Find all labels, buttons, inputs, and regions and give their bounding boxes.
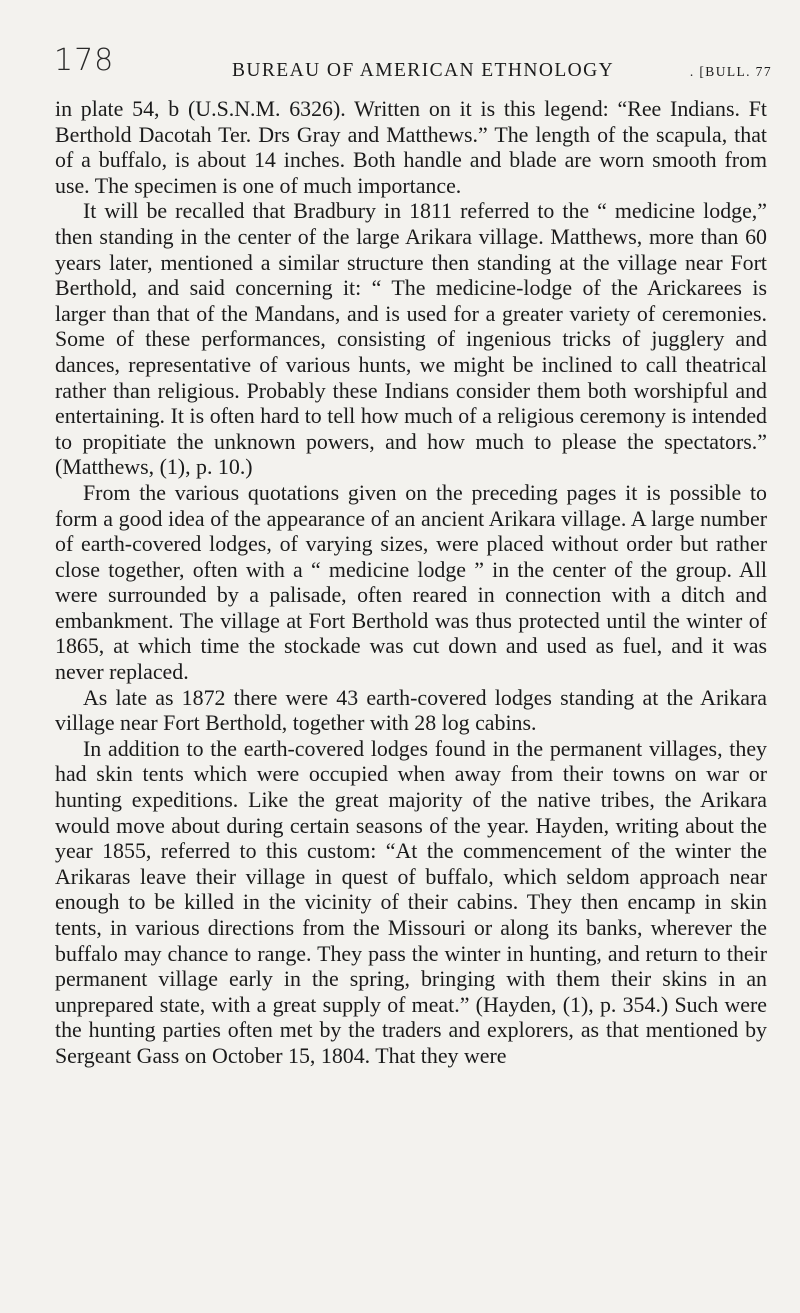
page-number: 178 — [54, 43, 115, 78]
paragraph: in plate 54, b (U.S.N.M. 6326). Written on it is this legend: “Ree Indians. Ft Berthold Dacotah Ter. Drs Gray and Matthews.” The length of the scapula, that of a buffalo, is about 14 inches. Both handle and blade are worn smooth from use. The specimen is one of much importance. — [55, 96, 767, 198]
body-text — [55, 96, 767, 1069]
paragraph: From the various quotations given on the preceding pages it is possible to form a good idea of the appearance of an ancient Arikara village. A large number of earth-covered lodges, of varying sizes, were placed without order but rather close together, often with a “ medicine lodge ” in the center of the group. All were surrounded by a palisade, often reared in connection with a ditch and embankment. The village at Fort Berthold was thus protected until the winter of 1865, at which time the stockade was cut down and used as fuel, and it was never replaced. — [55, 479, 767, 685]
page-header — [54, 40, 772, 86]
bulletin-reference: . [BULL. 77 — [689, 64, 772, 79]
running-head: BUREAU OF AMERICAN ETHNOLOGY — [232, 60, 615, 81]
paragraph: As late as 1872 there were 43 earth-covered lodges standing at the Arikara village near Fort Berthold, together with 28 log cabins. — [55, 684, 767, 736]
paragraph: In addition to the earth-covered lodges found in the permanent villages, they had skin tents which were occupied when away from their towns on war or hunting expeditions. Like the great majority of the native tribes, the Arikara would move about during certain seasons of the year. Hayden, writing about the year 1855, referred to this custom: “At the commencement of the winter the Arikaras leave their village in quest of buffalo, which seldom approach near enough to be killed in the vicinity of their cabins. They then encamp in skin tents, in various directions from the Missouri or along its banks, wherever the buffalo may chance to range. They pass the winter in hunting, and return to their permanent village early in the spring, bringing with them their skins in an unprepared state, with a great supply of meat.” (Hayden, (1), p. 354.) Such were the hunting parties often met by the traders and explorers, as that mentioned by Sergeant Gass on October 15, 1804. That they were — [55, 735, 767, 1068]
paragraph: It will be recalled that Bradbury in 1811 referred to the “ medicine lodge,” then standing in the center of the large Arikara village. Matthews, more than 60 years later, mentioned a similar structure then standing at the village near Fort Berthold, and said concerning it: “ The medicine-lodge of the Arickarees is larger than that of the Mandans, and is used for a greater variety of ceremonies. Some of these performances, consisting of ingenious tricks of jugglery and dances, representative of various hunts, we might be inclined to call theatrical rather than religious. Probably these Indians consider them both worshipful and entertaining. It is often hard to tell how much of a religious ceremony is intended to propitiate the unknown powers, and how much to please the spectators.” (Matthews, (1), p. 10.) — [55, 198, 767, 480]
